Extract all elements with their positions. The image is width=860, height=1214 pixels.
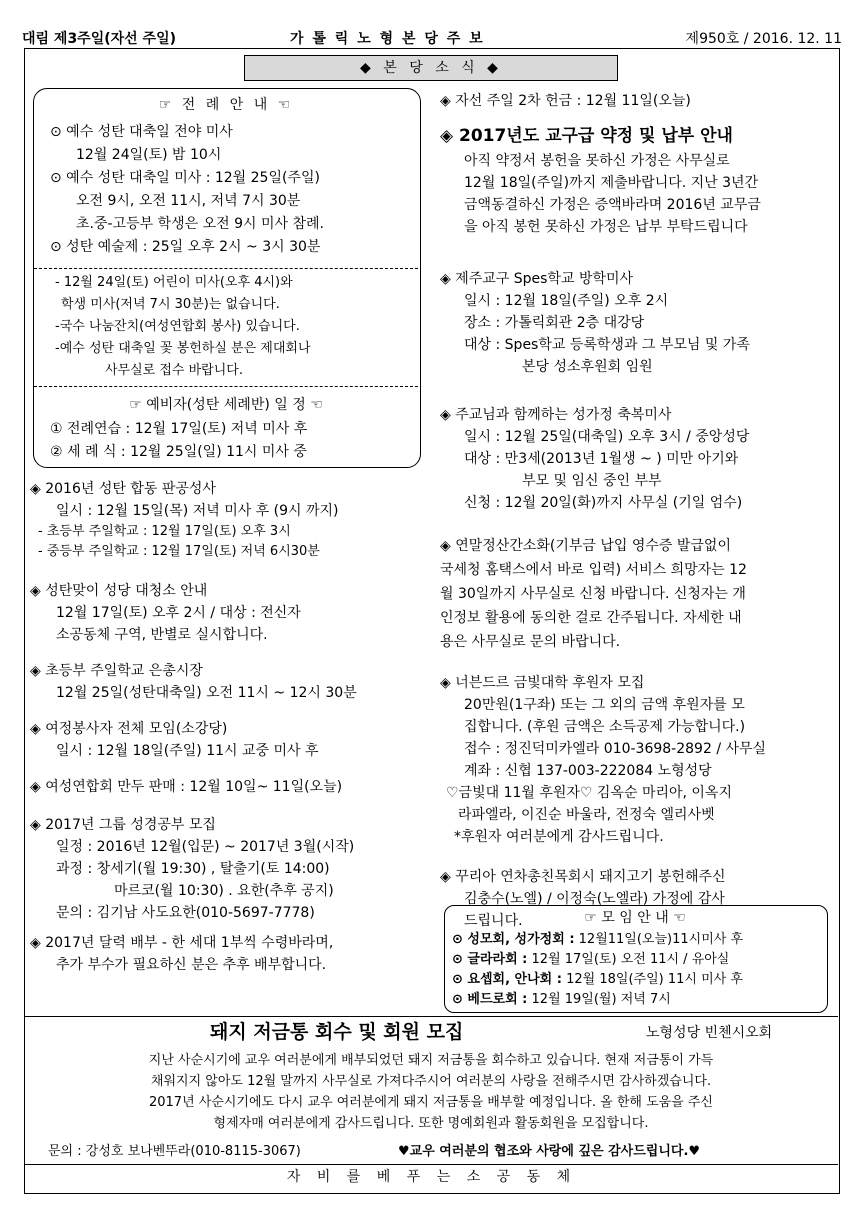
left-notices: [30, 478, 425, 980]
pledge-line: 을 아직 봉헌 못하신 가정은 납부 부탁드립니다: [464, 219, 748, 235]
thanks-line: ♥교우 여러분의 협조와 사랑에 깊은 감사드립니다.♥: [398, 1144, 701, 1159]
notice-confession: [30, 478, 425, 580]
meeting-time: 12월 17일(토) 오전 11시 / 유아실: [531, 952, 730, 967]
divider: [25, 1164, 838, 1165]
meeting-time: 12월11일(오늘)11시미사 후: [578, 932, 744, 947]
notice-line: 12월 25일(성탄대축일) 오전 11시 ~ 12시 30분: [56, 685, 357, 701]
donor-body: [440, 694, 835, 866]
meeting-name: ⊙ 성모회, 성가정회 :: [452, 932, 575, 947]
blessing-line: 대상 : 만3세(2013년 1월생 ~ ) 미만 아기와: [464, 451, 739, 467]
pledge-line: 12월 18일(주일)까지 제출바랍니다. 지난 3년간: [464, 175, 759, 191]
body-line: 2017년 사순시기에도 다시 교우 여러분에게 돼지 저금통을 배부할 예정입니다. 올 한해 도움을 주신: [148, 1095, 713, 1110]
meeting-row: [452, 990, 824, 1010]
tax-notice: [440, 534, 835, 672]
pledge-line: 금액동결하신 가정은 증액바라며 2016년 교무금: [464, 197, 761, 213]
liturgy-title: ☞ 전 례 안 내 ☜: [158, 97, 294, 113]
notice-head: ◈ 여정봉사자 전체 모임(소강당): [30, 721, 228, 737]
donor-line: 라파엘라, 이진순 바울라, 전정숙 엘리사벳: [458, 807, 715, 823]
catechumen-line: ② 세 례 식 : 12월 25일(일) 11시 미사 중: [50, 444, 307, 460]
body-line: 채워지지 않아도 12월 말까지 사무실로 가져다주시어 여러분의 사랑을 전해주시면 감사하겠습니다.: [150, 1074, 712, 1089]
meeting-name: ⊙ 요셉회, 안나회 :: [452, 972, 562, 987]
tax-line: 국세청 홈택스에서 바로 입력) 서비스 희망자는 12: [440, 562, 747, 578]
meeting-time: 12월 19일(월) 저녁 7시: [531, 992, 671, 1007]
meeting-row: [452, 970, 824, 990]
section-banner: ◆ 본 당 소 식 ◆: [244, 55, 618, 81]
notice-line: 추가 부수가 필요하신 분은 추후 배부합니다.: [56, 957, 327, 973]
divider: [34, 386, 418, 387]
contact-info: 문의 : 강성호 보나벤뚜라(010-8115-3067): [48, 1144, 301, 1159]
liturgy-line: 12월 24일(토) 밤 10시: [76, 147, 222, 163]
liturgy-line: ⊙ 성탄 예술제 : 25일 오후 2시 ~ 3시 30분: [50, 239, 321, 255]
meeting-row: [452, 930, 824, 950]
blessing-line: 신청 : 12월 20일(화)까지 사무실 (기일 엄수): [464, 495, 743, 511]
notice-line: - 중등부 주일학교 : 12월 17일(토) 저녁 6시30분: [38, 544, 320, 559]
piggybank-body: [30, 1050, 832, 1134]
catechumen-title: ☞ 예비자(성탄 세례반) 일 정 ☜: [129, 397, 323, 413]
pork-line: 김충수(노엘) / 이정숙(노엘라) 가정에 감사: [464, 891, 725, 907]
collection-notice: ◈ 자선 주일 2차 헌금 : 12월 11일(오늘): [440, 93, 691, 109]
donor-head: ◈ 너븐드르 금빛대학 후원자 모집: [440, 675, 645, 691]
spes-line: 본당 성소후원회 임원: [522, 359, 653, 375]
notice-line: 일정 : 2016년 12월(입문) ~ 2017년 3월(시작): [56, 839, 355, 855]
notice-volunteers: [30, 718, 425, 776]
notice-head: ◈ 2016년 성탄 합동 판공성사: [30, 481, 216, 497]
note-line: -국수 나눔잔치(여성연합회 봉사) 있습니다.: [55, 319, 300, 334]
tax-line: ◈ 연말정산간소화(기부금 납입 영수증 발급없이: [440, 538, 731, 554]
note-line: - 12월 24일(토) 어린이 미사(오후 4시)와: [55, 275, 293, 290]
notice-line: 마르코(월 10:30) . 요한(추후 공지): [114, 883, 334, 899]
note-line: 학생 미사(저녁 7시 30분)는 없습니다.: [61, 297, 280, 312]
society-name: 노형성당 빈첸시오회: [646, 1025, 773, 1041]
tax-line: 용은 사무실로 문의 바랍니다.: [440, 634, 621, 650]
catechumen-line: ① 전례연습 : 12월 17일(토) 저녁 미사 후: [50, 421, 308, 437]
divider: [25, 1016, 838, 1017]
note-line: -예수 성탄 대축일 꽃 봉헌하실 분은 제대회나: [55, 341, 311, 356]
notice-head: ◈ 2017년 달력 배부 - 한 세대 1부씩 수령바라며,: [30, 935, 334, 951]
liturgy-line: 오전 9시, 오전 11시, 저녁 7시 30분: [76, 193, 301, 209]
donor-line: 집합니다. (후원 금액은 소득공제 가능합니다.): [464, 719, 746, 735]
right-notices: [440, 90, 835, 932]
meetings-list: [452, 930, 824, 1010]
notice-market: [30, 660, 425, 718]
pledge-line: 아직 약정서 봉헌을 못하신 가정은 사무실로: [464, 153, 730, 169]
notice-line: 12월 17일(토) 오후 2시 / 대상 : 전신자: [56, 605, 301, 621]
liturgy-line: 초.중-고등부 학생은 오전 9시 미사 참례.: [76, 216, 324, 232]
notice-head: ◈ 여성연합회 만두 판매 : 12월 10일~ 11일(오늘): [30, 779, 343, 795]
pork-line: ◈ 꾸리아 연차총친목회시 돼지고기 봉헌해주신: [440, 869, 726, 885]
meeting-time: 12월 18일(주일) 11시 미사 후: [566, 972, 743, 987]
notice-line: 일시 : 12월 18일(주일) 11시 교중 미사 후: [56, 743, 319, 759]
liturgy-notes: [55, 273, 415, 383]
pledge-body: [440, 150, 835, 268]
meeting-name: ⊙ 글라라회 :: [452, 952, 528, 967]
body-line: 지난 사순시기에 교우 여러분에게 배부되었던 돼지 저금통을 회수하고 있습니다. 현재 저금통이 가득: [148, 1053, 714, 1068]
body-line: 형제자매 여러분에게 감사드립니다. 또한 명예회원과 활동회원을 모집합니다.: [213, 1116, 649, 1131]
notice-line: 문의 : 김기남 사도요한(010-5697-7778): [56, 905, 315, 921]
meeting-row: [452, 950, 824, 970]
bulletin-header: [22, 28, 842, 50]
notice-line: 소공동체 구역, 반별로 실시합니다.: [56, 627, 268, 643]
notice-line: - 초등부 주일학교 : 12월 17일(토) 오후 3시: [38, 524, 291, 539]
pork-line: 드립니다.: [464, 913, 523, 929]
spes-line: 일시 : 12월 18일(주일) 오후 2시: [464, 293, 669, 309]
spes-head: ◈ 제주교구 Spes학교 방학미사: [440, 271, 634, 287]
notice-line: 과정 : 창세기(월 19:30) , 탈출기(토 14:00): [56, 861, 330, 877]
liturgy-list: [50, 121, 414, 259]
notice-head: ◈ 2017년 그룹 성경공부 모집: [30, 817, 216, 833]
divider: [34, 268, 418, 269]
tax-line: 월 30일까지 사무실로 신청 바랍니다. 신청자는 개: [440, 586, 746, 602]
liturgy-line: ⊙ 예수 성탄 대축일 미사 : 12월 25일(주일): [50, 170, 320, 186]
tax-line: 인정보 활용에 동의한 걸로 간주됩니다. 자세한 내: [440, 610, 742, 626]
spes-line: 대상 : Spes학교 등록학생과 그 부모님 및 가족: [464, 337, 750, 353]
spes-body: [440, 290, 835, 404]
notice-calendar: [30, 932, 425, 980]
donor-line: ♡금빛대 11월 후원자♡ 김옥순 마리아, 이옥지: [446, 785, 733, 801]
donor-line: 접수 : 정진덕미카엘라 010-3698-2892 / 사무실: [464, 741, 767, 757]
blessing-body: [440, 426, 835, 534]
piggybank-title: 돼지 저금통 회수 및 회원 모집: [210, 1021, 464, 1043]
notice-head: ◈ 성탄맞이 성당 대청소 안내: [30, 583, 208, 599]
note-line: 사무실로 접수 바랍니다.: [105, 363, 243, 378]
donor-line: 20만원(1구좌) 또는 그 외의 금액 후원자를 모: [464, 697, 745, 713]
meetings-title: ☞ 모 임 안 내 ☜: [584, 910, 686, 926]
notice-line: 일시 : 12월 15일(목) 저녁 미사 후 (9시 까지): [56, 503, 339, 519]
spes-line: 장소 : 가톨릭회관 2층 대강당: [464, 315, 645, 331]
catechumen-list: [50, 418, 414, 464]
liturgy-line: ⊙ 예수 성탄 대축일 전야 미사: [50, 124, 233, 140]
donor-line: *후원자 여러분에게 감사드립니다.: [454, 829, 664, 845]
meeting-name: ⊙ 베드로회 :: [452, 992, 528, 1007]
pledge-head: ◈ 2017년도 교구급 약정 및 납부 안내: [440, 126, 733, 146]
notice-head: ◈ 초등부 주일학교 은총시장: [30, 663, 203, 679]
blessing-line: 일시 : 12월 25일(대축일) 오후 3시 / 중앙성당: [464, 429, 750, 445]
blessing-head: ◈ 주교님과 함께하는 성가정 축복미사: [440, 407, 672, 423]
donor-line: 계좌 : 신협 137-003-222084 노형성당: [464, 763, 712, 779]
notice-dumplings: [30, 776, 425, 814]
notice-cleaning: [30, 580, 425, 660]
blessing-line: 부모 및 임신 중인 부부: [522, 473, 662, 489]
motto: 자 비 를 베 푸 는 소 공 동 체: [286, 1169, 577, 1185]
week-title: 대림 제3주일(자선 주일): [22, 31, 177, 47]
notice-bible-study: [30, 814, 425, 932]
bulletin-name: 가 톨 릭 노 형 본 당 주 보: [290, 31, 485, 47]
issue-number: 제950호 / 2016. 12. 11: [685, 31, 842, 47]
